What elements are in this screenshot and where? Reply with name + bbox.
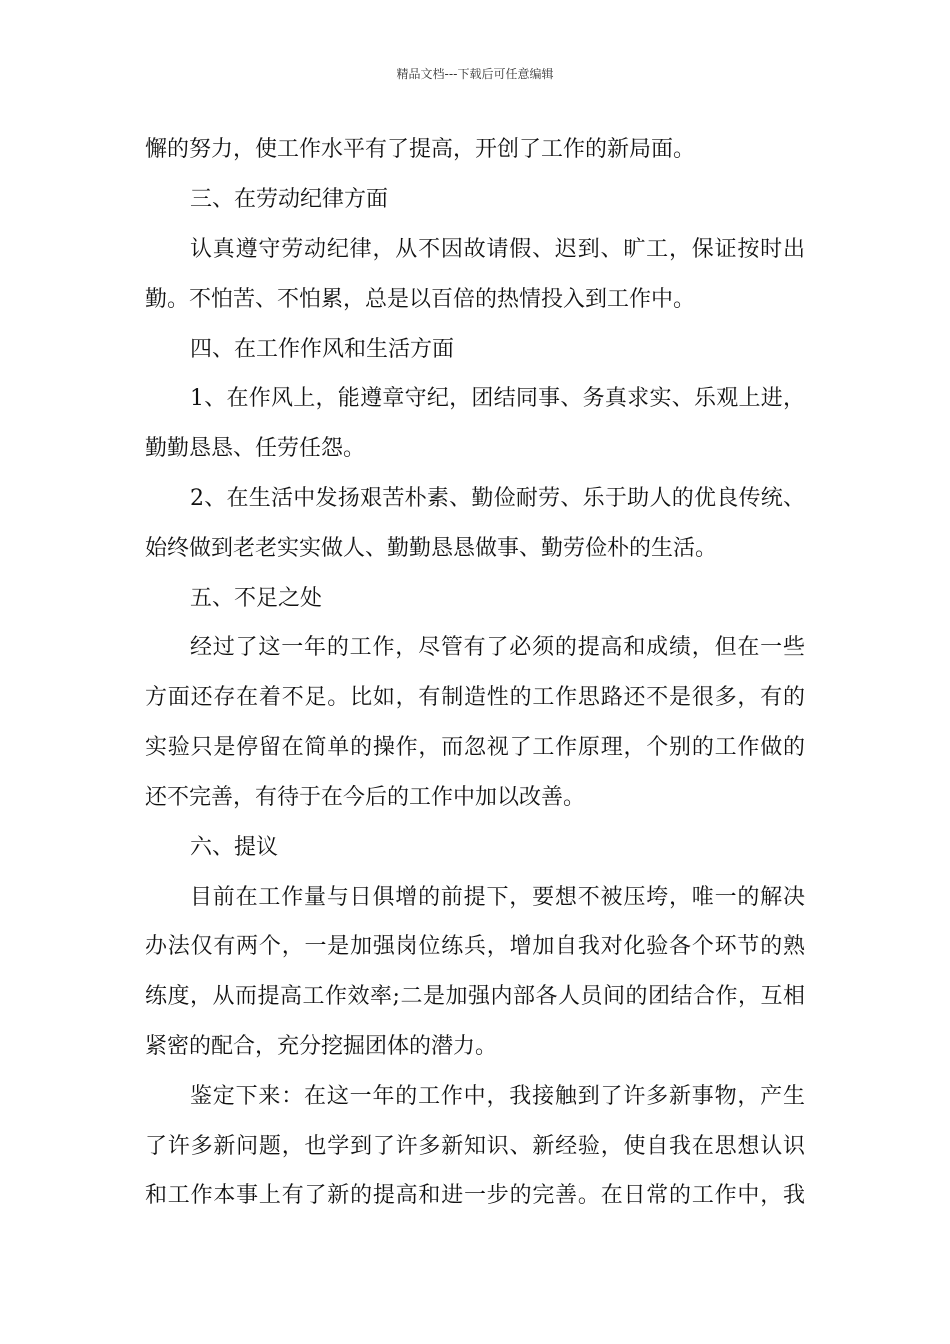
text-line: 鉴定下来：在这一年的工作中，我接触到了许多新事物，产生 — [190, 1084, 805, 1109]
text-line: 经过了这一年的工作，尽管有了必须的提高和成绩，但在一些 — [190, 635, 805, 660]
text-line: 还不完善，有待于在今后的工作中加以改善。 — [145, 785, 586, 810]
section-heading: 六、提议 — [190, 835, 279, 860]
text-line: 始终做到老老实实做人、勤勤恳恳做事、勤劳俭朴的生活。 — [145, 536, 718, 561]
text-line: 1、在作风上，能遵章守纪，团结同事、务真求实、乐观上进， — [190, 386, 805, 411]
section-heading: 三、在劳动纪律方面 — [190, 187, 389, 212]
text-line: 勤。不怕苦、不怕累，总是以百倍的热情投入到工作中。 — [145, 287, 696, 312]
text-line: 和工作本事上有了新的提高和进一步的完善。在日常的工作中，我 — [145, 1183, 805, 1208]
text-line: 勤勤恳恳、任劳任怨。 — [145, 436, 366, 461]
section-heading: 四、在工作作风和生活方面 — [190, 337, 455, 362]
text-line: 2、在生活中发扬艰苦朴素、勤俭耐劳、乐于助人的优良传统、 — [190, 486, 805, 511]
section-heading: 五、不足之处 — [190, 586, 323, 611]
text-line: 方面还存在着不足。比如，有制造性的工作思路还不是很多，有的 — [145, 685, 805, 710]
text-line: 了许多新问题，也学到了许多新知识、新经验，使自我在思想认识 — [145, 1134, 805, 1159]
text-line: 目前在工作量与日俱增的前提下，要想不被压垮，唯一的解决 — [190, 885, 805, 910]
text-line: 紧密的配合，充分挖掘团体的潜力。 — [145, 1034, 498, 1059]
page-header: 精品文档---下载后可任意编辑 — [396, 67, 554, 81]
text-line: 认真遵守劳动纪律，从不因故请假、迟到、旷工，保证按时出 — [190, 237, 805, 262]
text-line: 懈的努力，使工作水平有了提高，开创了工作的新局面。 — [145, 137, 696, 162]
text-line: 实验只是停留在简单的操作，而忽视了工作原理，个别的工作做的 — [145, 735, 805, 760]
text-line: 办法仅有两个，一是加强岗位练兵，增加自我对化验各个环节的熟 — [145, 934, 805, 959]
text-line: 练度，从而提高工作效率;二是加强内部各人员间的团结合作，互相 — [145, 984, 805, 1009]
